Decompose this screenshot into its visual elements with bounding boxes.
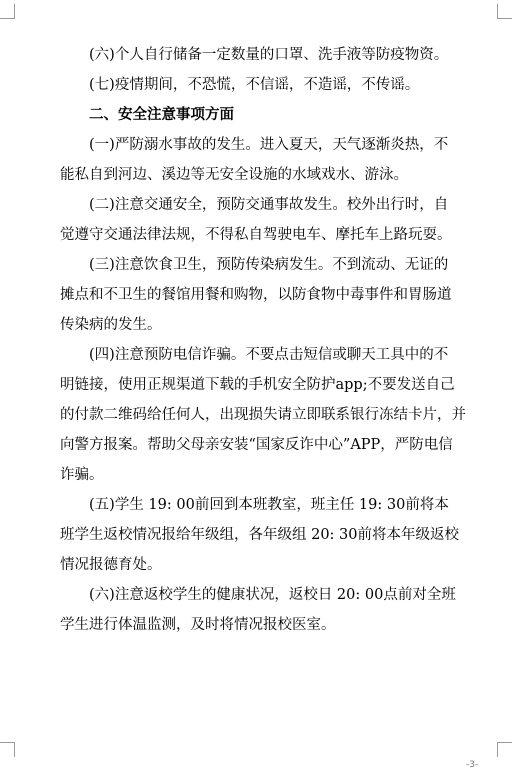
text-line: 觉遵守交通法律法规，不得私自驾驶电车、摩托车上路玩耍。 — [60, 227, 452, 243]
text-line: 的付款二维码给任何人，出现损失请立即联系银行冻结卡片，并 — [60, 407, 466, 423]
text-line: (三)注意饮食卫生，预防传染病发生。不到流动、无证的 — [89, 257, 449, 273]
text-line: 诈骗。 — [60, 467, 104, 483]
crop-mark-bottom-right — [497, 742, 512, 757]
text-line: (四)注意预防电信诈骗。不要点击短信或聊天工具中的不 — [89, 347, 449, 363]
crop-mark-top-right — [497, 4, 512, 19]
text-line: 能私自到河边、溪边等无安全设施的水域戏水、游泳。 — [60, 167, 408, 183]
text-line: (六)注意返校学生的健康状况，返校日 20: 00点前对全班 — [89, 587, 456, 603]
text-line: (一)严防溺水事故的发生。进入夏天，天气逐渐炎热，不 — [89, 137, 449, 153]
text-line: (二)注意交通安全，预防交通事故发生。校外出行时，自 — [89, 197, 449, 213]
text-line: 班学生返校情况报给年级组，各年级组 20: 30前将本年级返校 — [60, 527, 460, 543]
text-line: (五)学生 19: 00前回到本班教室，班主任 19: 30前将本 — [89, 497, 449, 513]
text-line: (七)疫情期间，不恐慌，不信谣，不造谣，不传谣。 — [89, 77, 420, 93]
page-number: -3- — [466, 760, 479, 770]
text-line: 摊点和不卫生的餐馆用餐和购物，以防食物中毒事件和胃肠道 — [60, 287, 452, 303]
text-line: 学生进行体温监测，及时将情况报校医室。 — [60, 617, 336, 633]
text-line: (六)个人自行储备一定数量的口罩、洗手液等防疫物资。 — [89, 47, 449, 63]
document-body — [60, 40, 492, 640]
crop-mark-top-left — [0, 4, 15, 19]
section-heading: 二、安全注意事项方面 — [89, 106, 234, 123]
text-line: 传染病的发生。 — [60, 317, 162, 333]
text-line: 明链接，使用正规渠道下载的手机安全防护app;不要发送自己 — [60, 377, 455, 393]
crop-mark-bottom-left — [0, 742, 15, 757]
text-line: 向警方报案。帮助父母亲安装“国家反诈中心”APP，严防电信 — [60, 437, 453, 453]
text-line: 情况报德育处。 — [60, 557, 162, 573]
